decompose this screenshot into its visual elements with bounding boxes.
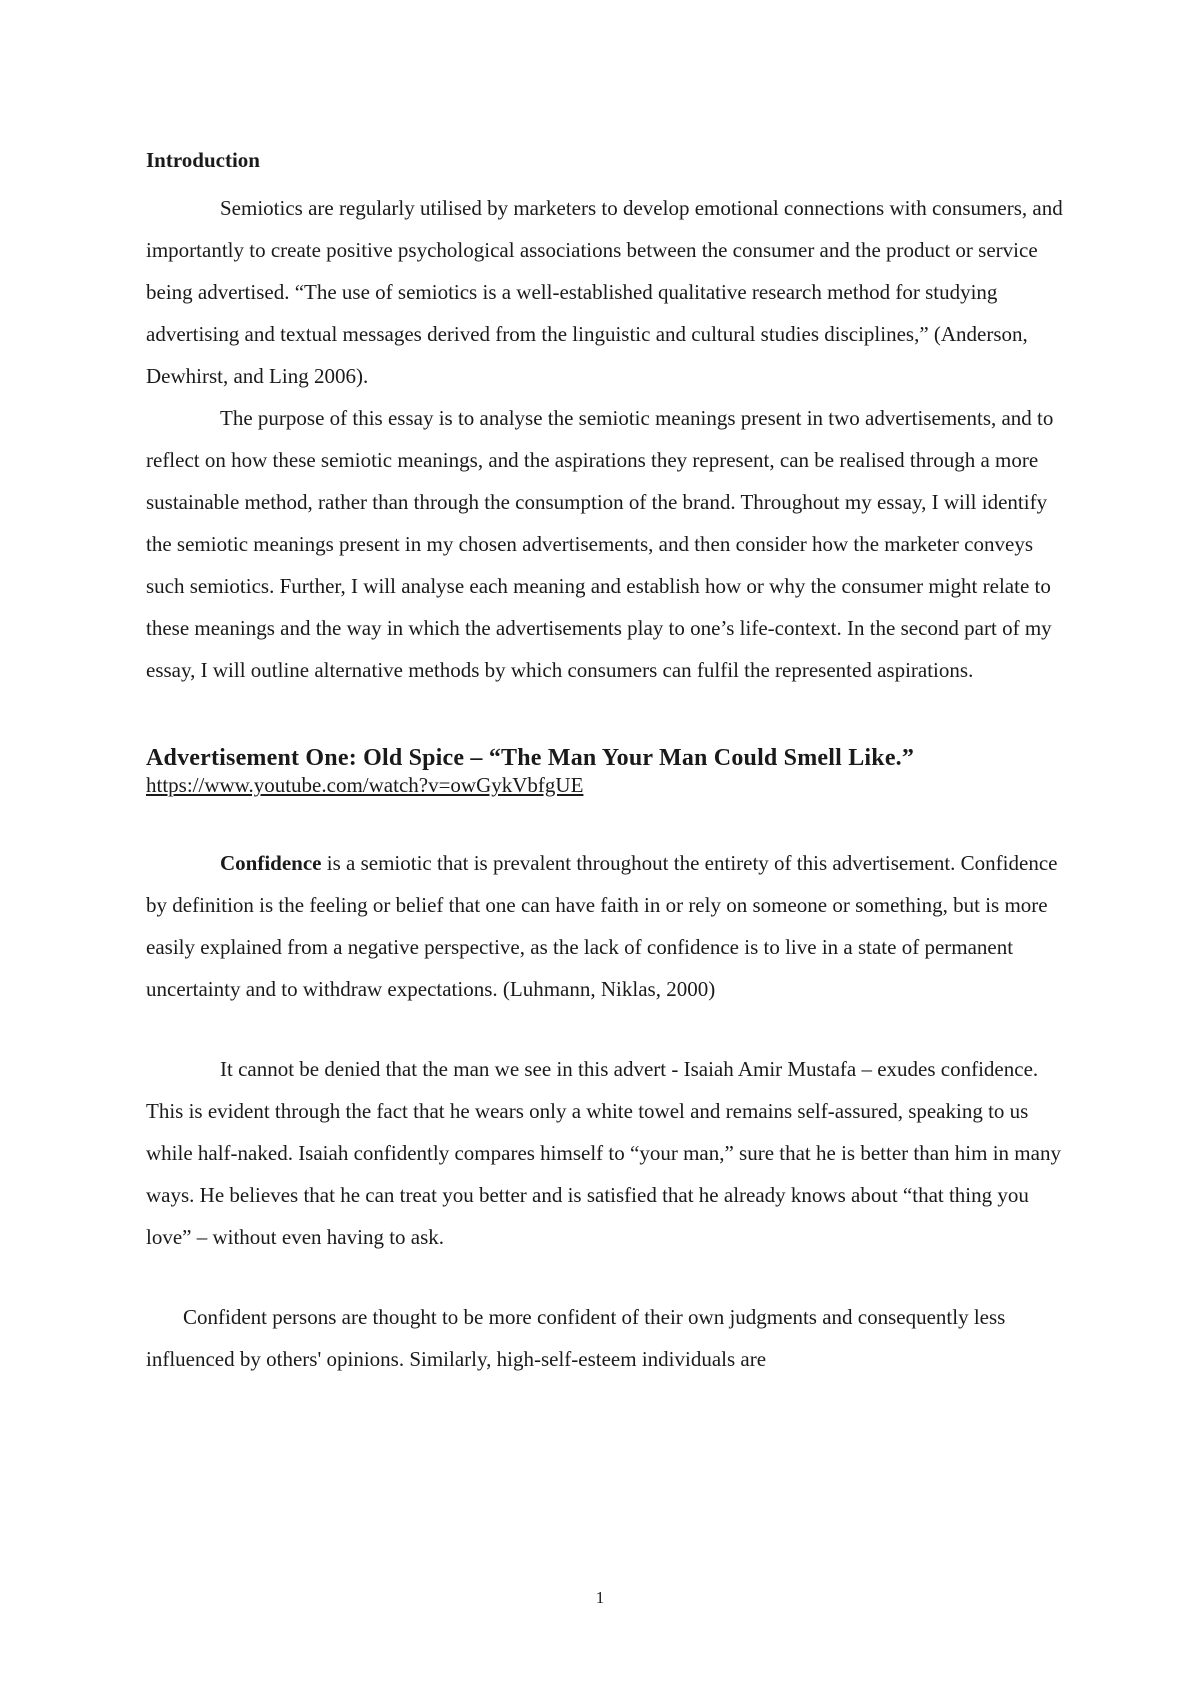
advertisement-one-heading: Advertisement One: Old Spice – “The Man Your Man Could Smell Like.” — [146, 745, 915, 771]
intro-paragraph-2: The purpose of this essay is to analyse the semiotic meanings present in two advertisements, and to reflect on how these semiotic meanings, and the aspirations they represent, can be realised through a more sustainable method, rather than through the consumption of the brand. Throughout my essay, I will identify the semiotic meanings present in my chosen advertisements, and then consider how the marketer conveys such semiotics. Further, I will analyse each meaning and establish how or why the consumer might relate to these meanings and the way in which the advertisements play to one’s life-context. In the second part of my essay, I will outline alternative methods by which consumers can fulfil the represented aspirations. — [146, 406, 1054, 682]
confidence-paragraph — [146, 842, 1071, 1010]
intro-paragraph-1: Semiotics are regularly utilised by marketers to develop emotional connections with consumers, and importantly to create positive psychological associations between the consumer and the product or service being advertised. “The use of semiotics is a well-established qualitative research method for studying advertising and textual messages derived from the linguistic and cultural studies disciplines,” (Anderson, Dewhirst, and Ling 2006). — [146, 196, 1063, 388]
confidence-paragraph-text: is a semiotic that is prevalent throughout the entirety of this advertisement. Confidence by definition is the feeling or belief that one can have faith in or rely on someone or something, but is more easily explained from a negative perspective, as the lack of confidence is to live in a state of permanent uncertainty and to withdraw expectations. (Luhmann, Niklas, 2000) — [146, 851, 1058, 1001]
page-number: 1 — [595, 1588, 605, 1607]
advertisement-one-link[interactable]: https://www.youtube.com/watch?v=owGykVbfgUE — [146, 773, 584, 797]
introduction-heading: Introduction — [146, 148, 260, 172]
confident-persons-paragraph: Confident persons are thought to be more confident of their own judgments and consequently less influenced by others' opinions. Similarly, high-self-esteem individuals are — [146, 1305, 1006, 1371]
document-page — [146, 145, 1071, 1380]
confidence-term: Confidence — [220, 851, 322, 875]
isaiah-paragraph: It cannot be denied that the man we see in this advert - Isaiah Amir Mustafa – exudes confidence. This is evident through the fact that he wears only a white towel and remains self-assured, speaking to us while half-naked. Isaiah confidently compares himself to “your man,” sure that he is better than him in many ways. He believes that he can treat you better and is satisfied that he already knows about “that thing you love” – without even having to ask. — [146, 1057, 1061, 1249]
